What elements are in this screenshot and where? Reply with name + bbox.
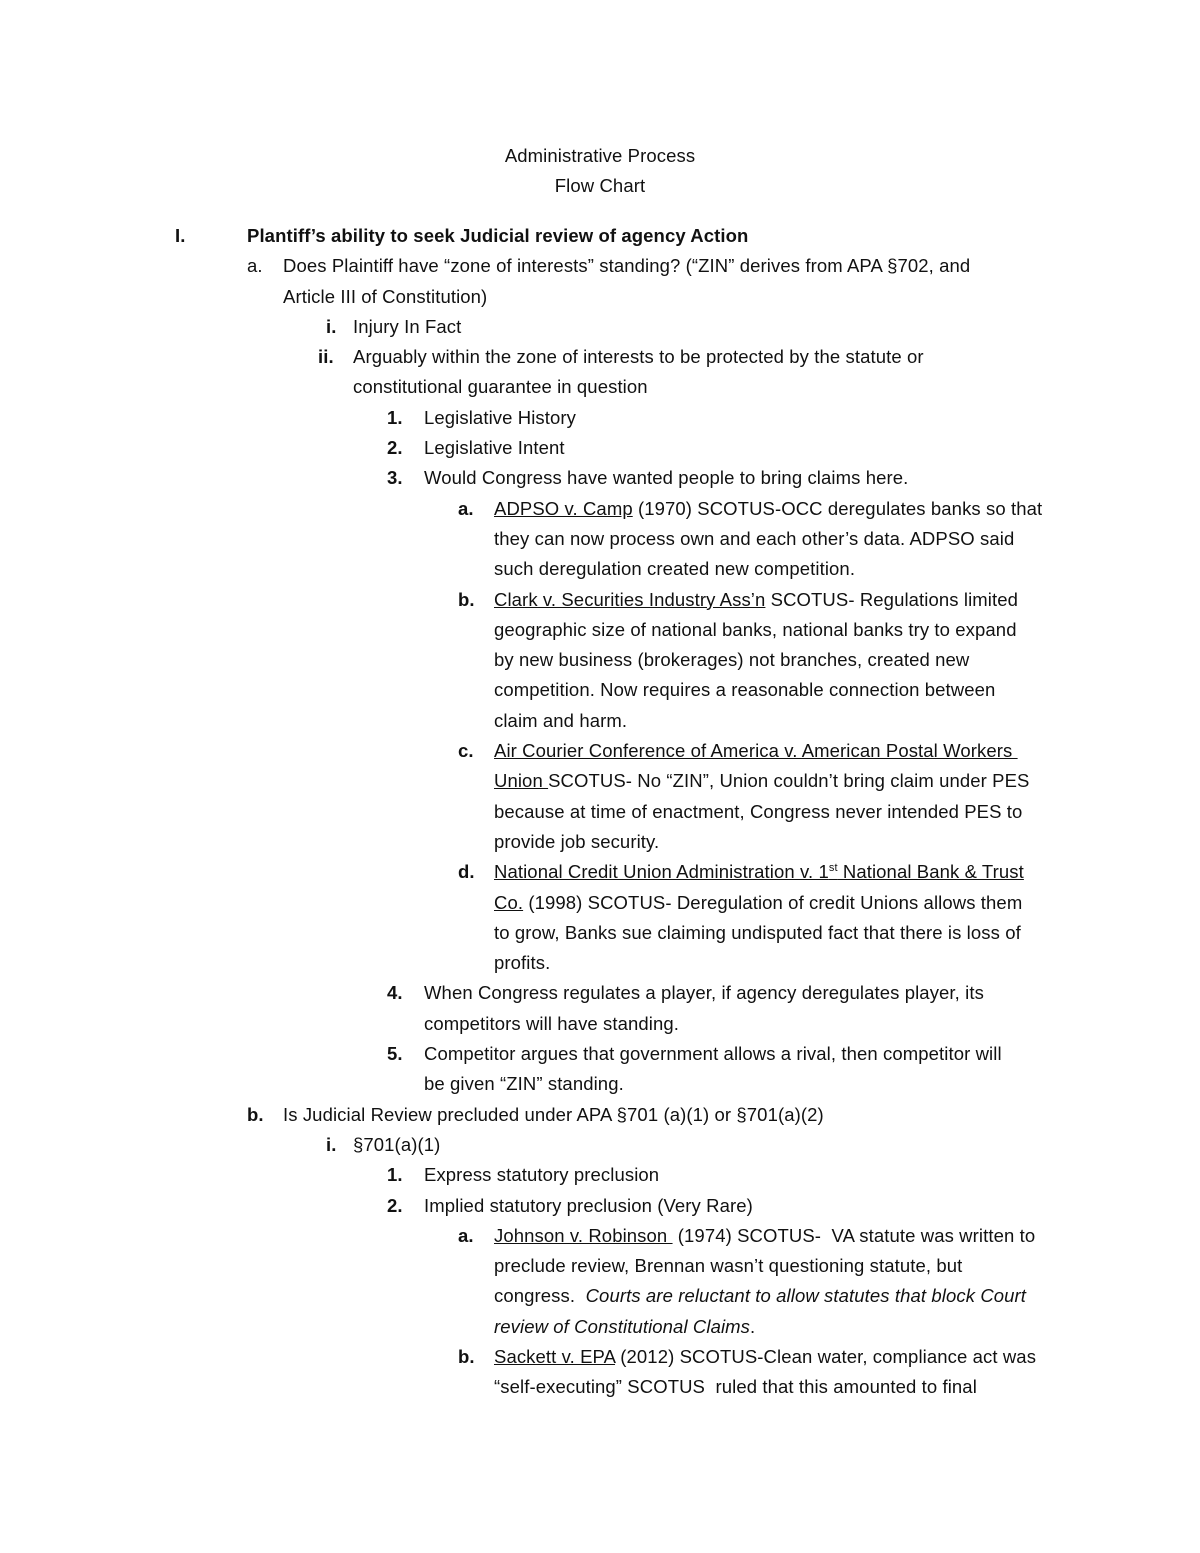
outline-label: i.	[326, 315, 337, 337]
case-sackett	[0, 1342, 1200, 1372]
outline-label: a.	[458, 1224, 474, 1246]
case-text: congress.	[494, 1285, 586, 1307]
case-adpso-cont	[0, 524, 1200, 554]
case-text: .	[750, 1315, 756, 1337]
case-ncua	[0, 857, 1200, 887]
outline-text: Is Judicial Review precluded under APA §701 (a)(1) or §701(a)(2)	[283, 1103, 824, 1125]
outline-text: Injury In Fact	[353, 315, 462, 337]
outline-label: 5.	[387, 1043, 403, 1065]
case-johnson	[0, 1221, 1200, 1251]
case-clark-cont	[0, 645, 1200, 675]
case-clark-cont	[0, 615, 1200, 645]
case-text: preclude review, Brennan wasn’t questioning statute, but	[494, 1255, 963, 1277]
outline-label: 2.	[387, 1194, 403, 1216]
outline-label: 1.	[387, 406, 403, 428]
case-text: SCOTUS- Regulations limited	[765, 588, 1019, 610]
outline-label: ii.	[318, 346, 334, 368]
outline-item-a	[0, 251, 1200, 281]
outline-text: When Congress regulates a player, if agency deregulates player, its	[424, 982, 984, 1004]
outline-item-a-5	[0, 1039, 1200, 1069]
outline-text: competitors will have standing.	[424, 1012, 680, 1034]
outline-text: Would Congress have wanted people to bring claims here.	[424, 467, 909, 489]
outline-text: Arguably within the zone of interests to be protected by the statute or	[353, 346, 924, 368]
case-text: because at time of enactment, Congress never intended PES to	[494, 800, 1023, 822]
case-clark-cont	[0, 706, 1200, 736]
outline-text: Competitor argues that government allows a rival, then competitor will	[424, 1043, 1002, 1065]
outline-label: b.	[458, 588, 475, 610]
case-name: Air Courier Conference of America v. American Postal Workers	[494, 740, 1018, 762]
case-text: (1998) SCOTUS- Deregulation of credit Unions allows them	[523, 891, 1023, 913]
outline-text: Does Plaintiff have “zone of interests” standing? (“ZIN” derives from APA §702, and	[283, 255, 971, 277]
outline-item-a-2	[0, 433, 1200, 463]
case-johnson-cont	[0, 1312, 1200, 1342]
outline-label: 4.	[387, 982, 403, 1004]
outline-label: 1.	[387, 1164, 403, 1186]
case-air-courier-cont	[0, 797, 1200, 827]
case-adpso	[0, 494, 1200, 524]
outline-text: Implied statutory preclusion (Very Rare)	[424, 1194, 753, 1216]
outline-label: b.	[247, 1103, 264, 1125]
outline-text: constitutional guarantee in question	[353, 376, 648, 398]
document-title: Administrative Process	[504, 145, 696, 166]
outline-item-a-5-cont	[0, 1069, 1200, 1099]
case-name: National Credit Union Administration v. 1st National Bank & Trust	[494, 861, 1024, 883]
case-ncua-cont	[0, 888, 1200, 918]
outline-item-b-1	[0, 1160, 1200, 1190]
case-adpso-cont	[0, 554, 1200, 584]
case-name: ADPSO v. Camp	[494, 497, 633, 519]
outline-item-a-ii	[0, 342, 1200, 372]
outline-item-a-4	[0, 978, 1200, 1008]
case-text: they can now process own and each other’s data. ADPSO said	[494, 527, 1015, 549]
outline-item-a-4-cont	[0, 1009, 1200, 1039]
outline-item-a-1	[0, 403, 1200, 433]
case-holding: Courts are reluctant to allow statutes that block Court	[585, 1285, 1027, 1307]
case-johnson-cont	[0, 1251, 1200, 1281]
outline-text: Legislative History	[424, 406, 577, 428]
case-air-courier-cont	[0, 766, 1200, 796]
case-text: such deregulation created new competition.	[494, 558, 856, 580]
outline-text: Article III of Constitution)	[283, 285, 488, 307]
case-text: SCOTUS- No “ZIN”, Union couldn’t bring claim under PES	[548, 770, 1030, 792]
case-holding: review of Constitutional Claims	[494, 1315, 751, 1337]
outline-item-a-3	[0, 463, 1200, 493]
outline-item-b-2	[0, 1191, 1200, 1221]
outline-item-a-i	[0, 312, 1200, 342]
case-name: Union	[494, 770, 549, 792]
outline-item-b-i	[0, 1130, 1200, 1160]
section-heading: Plantiff’s ability to seek Judicial review of agency Action	[247, 225, 749, 246]
document-subtitle: Flow Chart	[554, 175, 646, 196]
case-text: to grow, Banks sue claiming undisputed fact that there is loss of	[494, 921, 1021, 943]
outline-label: 3.	[387, 467, 403, 489]
outline	[0, 221, 1200, 1403]
outline-label: c.	[458, 740, 474, 762]
case-text: profits.	[494, 952, 551, 974]
case-air-courier-cont	[0, 827, 1200, 857]
outline-label: d.	[458, 861, 475, 883]
outline-item-a-ii-cont	[0, 372, 1200, 402]
case-name: Johnson v. Robinson	[494, 1224, 673, 1246]
outline-label: i.	[326, 1133, 337, 1155]
case-air-courier	[0, 736, 1200, 766]
case-sackett-cont	[0, 1372, 1200, 1402]
outline-text: Legislative Intent	[424, 437, 565, 459]
case-ncua-cont	[0, 948, 1200, 978]
case-text: (1974) SCOTUS- VA statute was written to	[672, 1224, 1036, 1246]
outline-item-a-cont	[0, 282, 1200, 312]
outline-item-b	[0, 1100, 1200, 1130]
outline-item-I	[0, 221, 1200, 251]
case-text: (2012) SCOTUS-Clean water, compliance act was	[615, 1345, 1037, 1367]
outline-text: Express statutory preclusion	[424, 1164, 660, 1186]
outline-label: a.	[247, 255, 263, 277]
case-text: by new business (brokerages) not branches, created new	[494, 649, 970, 671]
case-text: claim and harm.	[494, 709, 628, 731]
case-ncua-cont	[0, 918, 1200, 948]
outline-label: 2.	[387, 437, 403, 459]
case-text: (1970) SCOTUS-OCC deregulates banks so that	[632, 497, 1043, 519]
case-text: geographic size of national banks, national banks try to expand	[494, 618, 1017, 640]
outline-label: I.	[175, 225, 186, 246]
outline-label: a.	[458, 497, 474, 519]
case-text: provide job security.	[494, 830, 660, 852]
case-text: competition. Now requires a reasonable connection between	[494, 679, 996, 701]
outline-label: b.	[458, 1345, 475, 1367]
case-johnson-cont	[0, 1281, 1200, 1311]
case-clark-cont	[0, 675, 1200, 705]
outline-text: be given “ZIN” standing.	[424, 1073, 624, 1095]
case-clark	[0, 585, 1200, 615]
case-name: Co.	[494, 891, 524, 913]
case-name: Clark v. Securities Industry Ass’n	[494, 588, 766, 610]
case-name: Sackett v. EPA	[494, 1345, 616, 1367]
outline-text: §701(a)(1)	[353, 1133, 441, 1155]
case-text: “self-executing” SCOTUS ruled that this amounted to final	[494, 1376, 977, 1398]
